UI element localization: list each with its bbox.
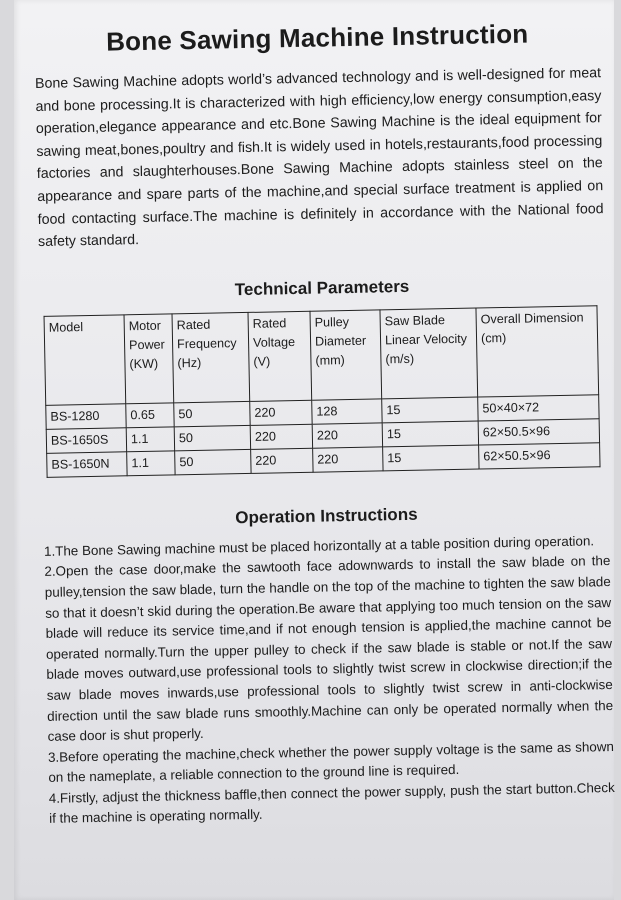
table-cell: 220 bbox=[312, 423, 382, 448]
table-cell: 1.1 bbox=[126, 427, 174, 452]
table-cell: BS-1650S bbox=[46, 428, 126, 454]
column-header: Rated Frequency (Hz) bbox=[172, 312, 250, 402]
instruction-item: 1.The Bone Sawing machine must be placed horizontally at a table position during operation. bbox=[43, 533, 595, 559]
table-cell: 0.65 bbox=[126, 403, 174, 428]
table-cell: 15 bbox=[382, 421, 478, 447]
column-header: Overall Dimension (cm) bbox=[476, 305, 599, 396]
table-cell: 220 bbox=[313, 447, 383, 472]
table-cell: 220 bbox=[250, 400, 312, 425]
instruction-item: 3.Before operating the machine,check whether the power supply voltage is the same as shown on the nameplate, a reliable connection to the ground line is required. bbox=[47, 738, 615, 786]
table-cell: 128 bbox=[312, 399, 382, 424]
paper-sheet bbox=[14, 0, 614, 900]
table-cell: 15 bbox=[383, 445, 479, 471]
table-cell: 220 bbox=[250, 424, 312, 449]
table-cell: 50 bbox=[175, 449, 251, 474]
column-header: Motor Power (KW) bbox=[124, 314, 174, 404]
table-cell: 50×40×72 bbox=[478, 394, 599, 420]
instruction-item: 4.Firstly, adjust the thickness baffle,then connect the power supply, push the start button.Check if the machine is operating normally. bbox=[48, 779, 615, 827]
table-cell: 50 bbox=[174, 425, 250, 450]
table-cell: BS-1280 bbox=[46, 404, 126, 430]
column-header: Pulley Diameter (mm) bbox=[310, 310, 382, 400]
column-header: Rated Voltage (V) bbox=[248, 311, 312, 401]
technical-parameters-table bbox=[44, 305, 601, 478]
table-cell: 1.1 bbox=[127, 451, 175, 476]
operation-instructions bbox=[43, 501, 615, 830]
page-title: Bone Sawing Machine Instruction bbox=[105, 18, 529, 57]
operation-instructions-heading: Operation Instructions bbox=[235, 504, 418, 527]
table-cell: 50 bbox=[174, 401, 250, 426]
column-header: Saw Blade Linear Velocity (m/s) bbox=[380, 308, 478, 399]
table-cell: BS-1650N bbox=[47, 452, 127, 478]
table-cell: 62×50.5×96 bbox=[479, 442, 600, 468]
instruction-item: 2.Open the case door,make the sawtooth face adownwards to install the saw blade on the pulley,tension the saw blade, turn the handle on the top of the machine to tighten the saw blade so that it doesn’t skid during the operation.Be aware that applying too much tension on the saw blade will reduce its service time,and if not enough tension is applied,the machine cannot be operated normally.Turn the upper pulley to check if the saw blade is stable or not.If the saw blade moves outward,use professional tools to slightly twist screw in clockwise direction;if the saw blade moves inwards,use professional tools to slightly twist screw in anti-clockwise direction until the saw blade runs smoothly.Machine can only be operated normally when the case door is shut properly. bbox=[44, 553, 614, 744]
table-cell: 62×50.5×96 bbox=[478, 418, 599, 444]
technical-parameters-heading: Technical Parameters bbox=[234, 276, 410, 299]
intro-paragraph: Bone Sawing Machine adopts world’s advanced technology and is well-designed for meat and bone processing.It is characterized with high efficiency,low energy consumption,easy operation,elegance appearance and etc.Bone Sawing Machine is the ideal equipment for sawing meat,bones,poultry and fish.It is widely used in hotels,restaurants,food processing factories and slaughterhouses.Bone Sawing Machine adopts stainless steel on the appearance and spare parts of the machine,and special surface treatment is applied on food contacting surface.The machine is definitely in accordance with the National food safety standard. bbox=[34, 65, 604, 251]
table-cell: 15 bbox=[382, 397, 478, 423]
instruction-page bbox=[34, 17, 615, 830]
column-header: Model bbox=[44, 315, 126, 406]
table-header-row bbox=[44, 305, 599, 405]
table-cell: 220 bbox=[251, 448, 313, 473]
